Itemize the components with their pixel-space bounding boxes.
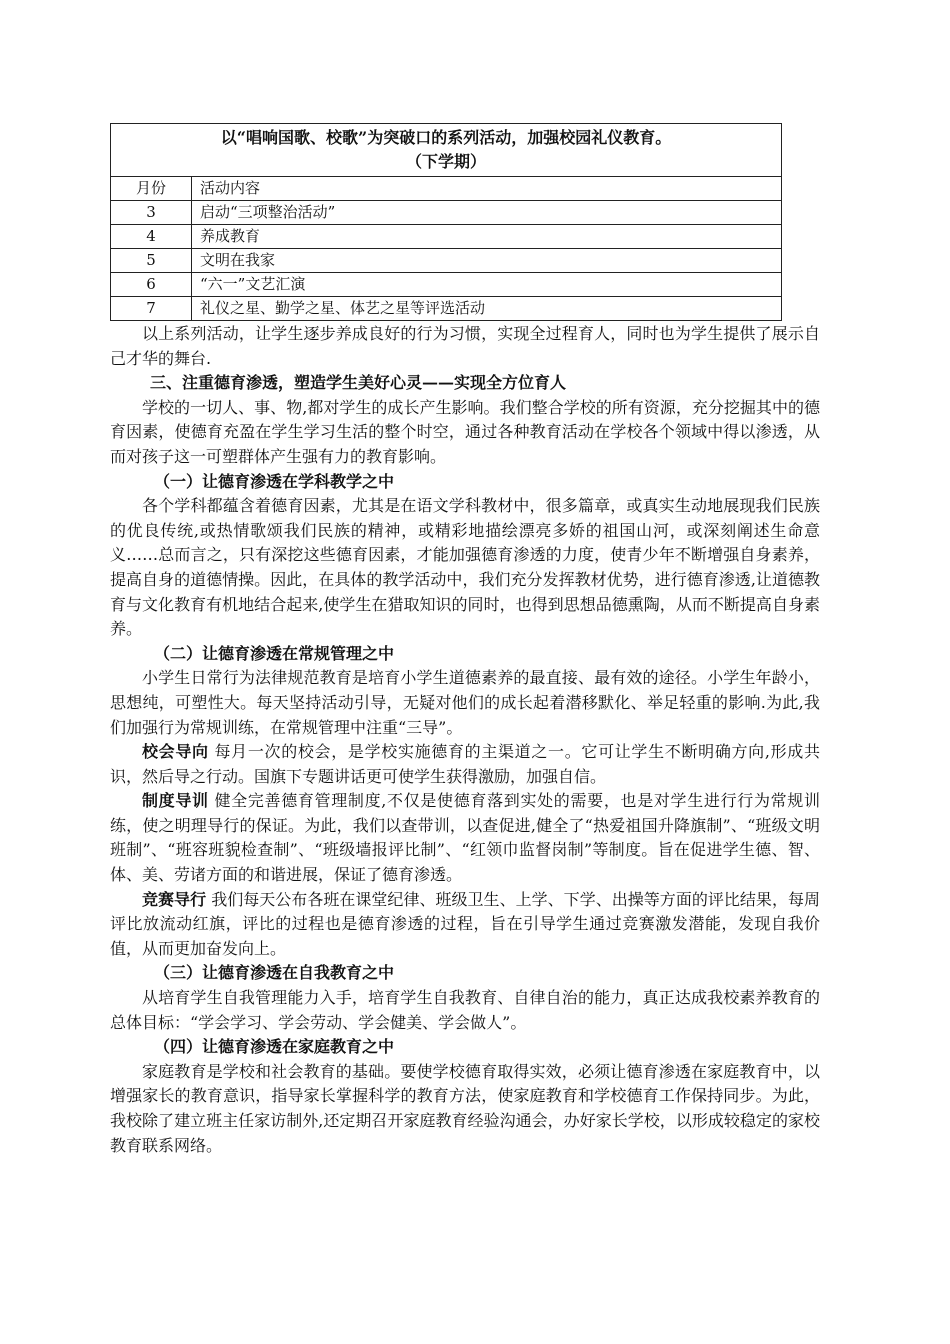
sub2-item-competition xyxy=(110,888,820,962)
item-text: 我们每天公布各班在课堂纪律、班级卫生、上学、下学、出操等方面的评比结果，每周评比放流动红旗，评比的过程也是德育渗透的过程，旨在引导学生通过竞赛激发潜能，发现自我价值，从而更加奋发向上。 xyxy=(110,889,820,958)
table-title-row xyxy=(111,124,782,177)
sub4-text: 家庭教育是学校和社会教育的基础。要使学校德育取得实效，必须让德育渗透在家庭教育中，以增强家长的教育意识，指导家长掌握科学的教育方法，使家庭教育和学校德育工作保持同步。为此，我校除了建立班主任家访制外,还定期召开家庭教育经验沟通会，办好家长学校，以形成较稳定的家校教育联系网络。 xyxy=(110,1061,820,1155)
table-row xyxy=(111,249,782,273)
sub1-text: 各个学科都蕴含着德育因素，尤其是在语文学科教材中，很多篇章，或真实生动地展现我们民族的优良传统,或热情歌颂我们民族的精神，或精彩地描绘漂亮多娇的祖国山河，或深刻阐述生命意义……总而言之，只有深挖这些德育因素，才能加强德育渗透的力度，使青少年不断增强自身素养，提高自身的道德情操。因此，在具体的教学活动中，我们充分发挥教材优势，进行德育渗透,让道德教育与文化教育有机地结合起来,使学生在猎取知识的同时，也得到思想品德熏陶，从而不断提高自身素养。 xyxy=(110,496,820,639)
sub2-item-school-assembly xyxy=(110,740,820,789)
header-content: 活动内容 xyxy=(192,177,782,201)
item-lead: 制度导训 xyxy=(142,791,209,811)
table-title-line2: （下学期） xyxy=(405,152,486,171)
row-content: 礼仪之星、勤学之星、体艺之星等评选活动 xyxy=(192,297,782,321)
sub2-item-system xyxy=(110,789,820,887)
table-title xyxy=(111,124,782,177)
row-month: 6 xyxy=(111,273,192,297)
table-row xyxy=(111,273,782,297)
item-lead: 竞赛导行 xyxy=(142,889,207,909)
table-header-row xyxy=(111,177,782,201)
table-row xyxy=(111,225,782,249)
row-content: “六一”文艺汇演 xyxy=(192,273,782,297)
row-month: 5 xyxy=(111,249,192,273)
row-content: 养成教育 xyxy=(192,225,782,249)
row-content: 启动“三项整治活动” xyxy=(192,201,782,225)
sub3-heading: （三）让德育渗透在自我教育之中 xyxy=(154,963,395,983)
summary-paragraph: 以上系列活动，让学生逐步养成良好的行为习惯，实现全过程育人，同时也为学生提供了展示自己才华的舞台. xyxy=(110,324,820,368)
activity-plan-table xyxy=(110,123,782,321)
item-text: 每月一次的校会，是学校实施德育的主渠道之一。它可让学生不断明确方向,形成共识，然后导之行动。国旗下专题讲话更可使学生获得激励，加强自信。 xyxy=(110,742,820,786)
item-lead: 校会导向 xyxy=(142,742,209,762)
section3-heading: 三、注重德育渗透，塑造学生美好心灵——实现全方位育人 xyxy=(150,373,567,393)
sub2-heading: （二）让德育渗透在常规管理之中 xyxy=(154,643,395,663)
sub2-text: 小学生日常行为法律规范教育是培育小学生道德素养的最直接、最有效的途径。小学生年龄小，思想纯，可塑性大。每天坚持活动引导，无疑对他们的成长起着潜移默化、举足轻重的影响.为此,我们加强行为常规训练，在常规管理中注重“三导”。 xyxy=(110,668,820,737)
body-text xyxy=(110,322,820,1158)
document-page xyxy=(110,123,820,1158)
row-month: 3 xyxy=(111,201,192,225)
table-title-line1: 以“唱响国歌、校歌”为突破口的系列活动，加强校园礼仪教育。 xyxy=(220,128,672,147)
sub4-heading: （四）让德育渗透在家庭教育之中 xyxy=(154,1037,395,1057)
section3-intro: 学校的一切人、事、物,都对学生的成长产生影响。我们整合学校的所有资源，充分挖掘其中的德育因素，使德育充盈在学生学习生活的整个时空，通过各种教育活动在学校各个领域中得以渗透，从而对孩子这一可塑群体产生强有力的教育影响。 xyxy=(110,397,820,466)
row-month: 7 xyxy=(111,297,192,321)
sub1-heading: （一）让德育渗透在学科教学之中 xyxy=(154,471,395,491)
row-month: 4 xyxy=(111,225,192,249)
sub3-text: 从培育学生自我管理能力入手，培育学生自我教育、自律自治的能力，真正达成我校素养教育的总体目标：“学会学习、学会劳动、学会健美、学会做人”。 xyxy=(110,988,820,1032)
table-row xyxy=(111,201,782,225)
table-row xyxy=(111,297,782,321)
item-text: 健全完善德育管理制度,不仅是使德育落到实处的需要，也是对学生进行行为常规训练，使之明理导行的保证。为此，我们以查带训，以查促进,健全了“热爱祖国升降旗制”、“班级文明班制”、“班容班貌检查制”、“班级墙报评比制”、“红领巾监督岗制”等制度。旨在促进学生德、智、体、美、劳诸方面的和谐进展，保证了德育渗透。 xyxy=(110,791,820,885)
header-month: 月份 xyxy=(111,177,192,201)
row-content: 文明在我家 xyxy=(192,249,782,273)
